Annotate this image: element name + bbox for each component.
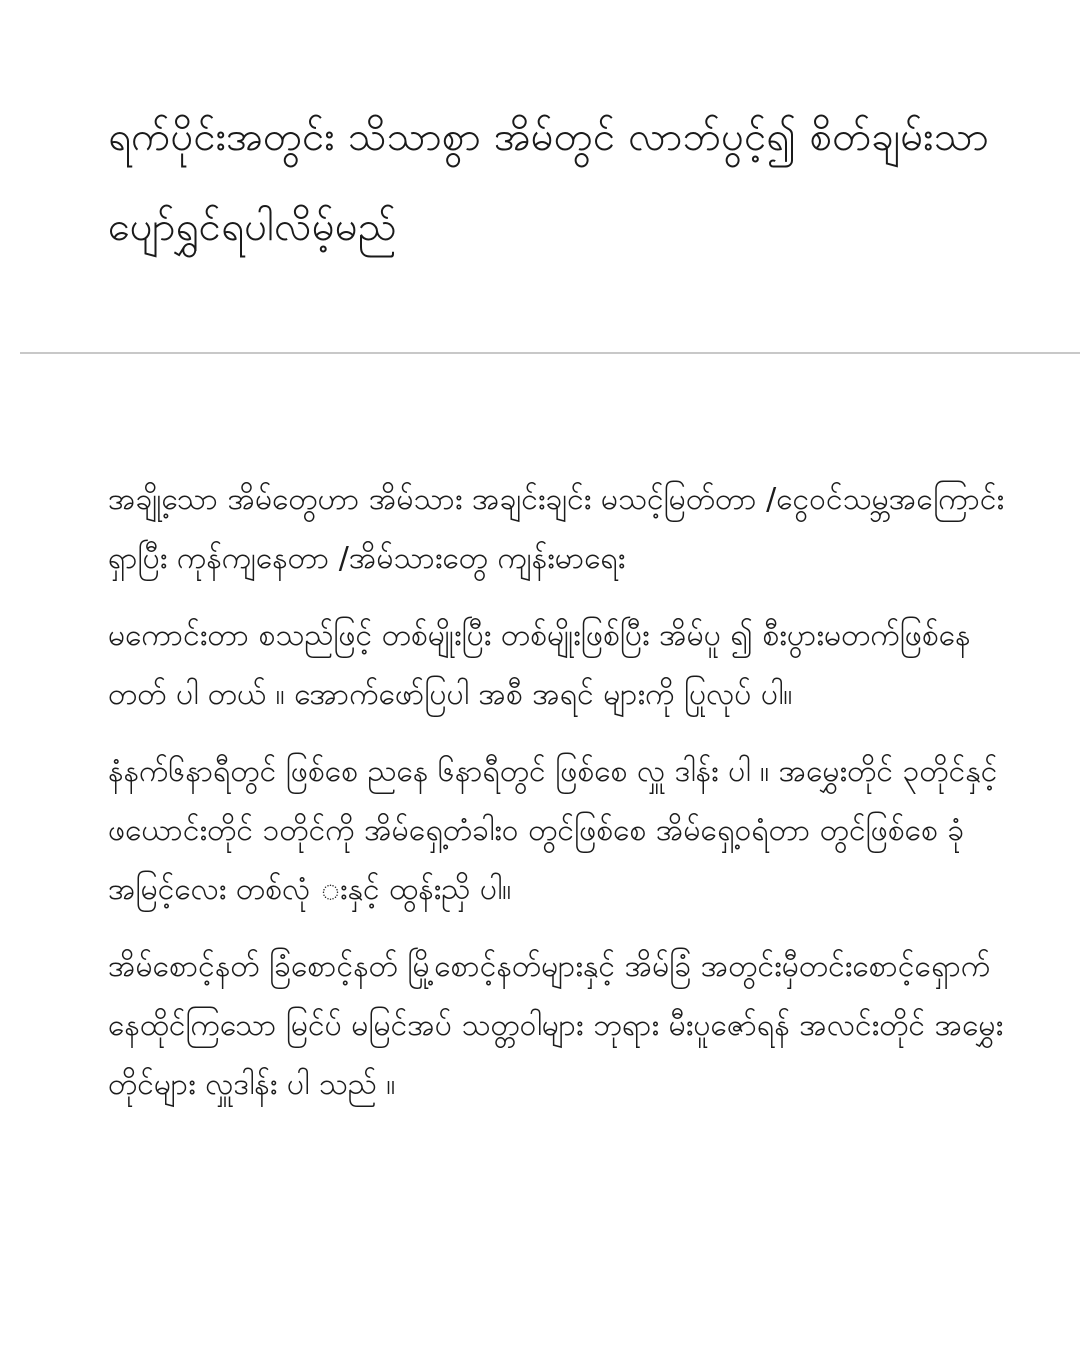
article-paragraph: မကောင်းတာ စသည်ဖြင့် တစ်မျိုးပြီး တစ်မျိုးဖြစ်ပြီး အိမ်ပူ ၍ စီးပွားမတက်ဖြစ်နေ တတ် ပါ တယ် ။ အောက်ဖော်ပြပါ အစီ အရင် များကို ပြုလုပ် ပါ။ <box>108 618 971 712</box>
article-paragraph: နံနက်၆နာရီတွင် ဖြစ်စေ ညနေ ၆နာရီတွင် ဖြစ်စေ လှူ ဒါန်း ပါ ။ အမွှေးတိုင် ၃တိုင်နှင့် ဖယောင်းတိုင် ၁တိုင်ကို အိမ်ရှေ့တံခါး၀ တွင်ဖြစ်စေ အိမ်ရှေ့ဝရံတာ တွင်ဖြစ်စေ ခုံအမြင့်လေး တစ်လုံ းနှင့် ထွန်းညှိ ပါ။ <box>108 754 998 907</box>
article-title: ရက်ပိုင်းအတွင်း သိသာစွာ အိမ်တွင် လာဘ်ပွင့်၍ စိတ်ချမ်းသာ ပျော်ရွှင်ရပါလိမ့်မည် <box>108 114 989 250</box>
article-paragraph: အချို့သော အိမ်တွေဟာ အိမ်သား အချင်းချင်း မသင့်မြတ်တာ /ငွေဝင်သမ္ဘအကြောင်း ရှာပြီး ကုန်ကျနေတာ /အိမ်သားတွေ ကျန်းမာရေး <box>108 482 1005 576</box>
article-paragraph: အိမ်စောင့်နတ် ခြံစောင့်နတ် မြို့စောင့်နတ်များနှင့် အိမ်ခြံ အတွင်းမှီတင်းစောင့်ရှောက်နေထိုင်ကြသော မြင်ပ် မမြင်အပ် သတ္တဝါများ ဘုရား မီးပူဇော်ရန် အလင်းတိုင် အမွှေးတိုင်များ လှူဒါန်း ပါ သည် ။ <box>108 949 1004 1102</box>
title-divider <box>20 352 1080 354</box>
article-body <box>108 470 1008 1132</box>
